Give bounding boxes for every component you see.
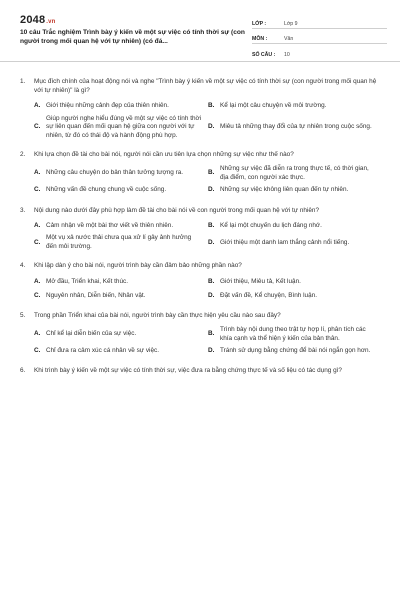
option-letter: A. [34,169,41,177]
answer-option[interactable] [208,184,382,198]
answer-option[interactable] [34,100,208,114]
option-letter: B. [208,102,215,110]
answer-option[interactable] [208,114,382,142]
answer-option[interactable] [208,344,382,358]
answer-option[interactable] [34,184,208,198]
meta-class-label: LỚP : [252,20,267,27]
option-letter: C. [34,291,41,299]
option-text: Giới thiệu một danh lam thắng cảnh nổi tiếng. [220,238,350,246]
option-text: Nguyên nhân, Diễn biến, Nhân vật. [46,291,146,299]
question-4 [20,262,382,303]
option-letter: A. [34,330,41,338]
option-letter: D. [208,123,215,131]
option-text: Cảm nhận về một bài thơ viết về thiên nhiên. [46,222,174,230]
answer-options [20,325,382,359]
option-text: Miêu tả những thay đổi của tự nhiên trong cuộc sống. [220,123,372,131]
option-text: Một vụ xả nước thải chưa qua xử lí gây ảnh hưởng đến môi trường. [46,234,192,251]
answer-option[interactable] [34,344,208,358]
option-letter: B. [208,222,215,230]
logo-text: 2048 [20,14,46,26]
question-2 [20,151,382,197]
answer-option[interactable] [34,164,208,184]
meta-subject-label: MÔN : [252,35,268,42]
option-text: Trình bày nội dung theo trật tự hợp lí, phân tích các khía cạnh và thể hiện ý kiến của bản thân. [220,325,366,342]
option-text: Tránh sử dụng bằng chứng để bài nói ngắn gọn hơn. [220,347,371,354]
question-6 [20,367,382,376]
question-number: 4. [20,262,26,270]
option-text: Những sự việc đã diễn ra trong thực tế, có thời gian, địa điểm, con người xác thực. [220,164,369,181]
option-letter: C. [34,186,41,194]
answer-option[interactable] [208,275,382,289]
answer-option[interactable] [208,233,382,253]
question-stem [20,367,382,376]
option-letter: C. [34,123,41,131]
question-list [20,78,382,385]
option-text: Chỉ kể lại diễn biến của sự việc. [46,330,137,338]
option-text: Giới thiệu những cảnh đẹp của thiên nhiên. [46,102,169,110]
option-text: Đặt vấn đề, Kể chuyện, Bình luận. [220,291,317,299]
option-letter: C. [34,347,41,354]
question-text: Mục đích chính của hoạt động nói và nghe "Trình bày ý kiến về một sự việc có tính thời sự (con người trong mối quan hệ với tự nhiên)" là gì? [34,78,377,94]
answer-option[interactable] [208,219,382,233]
logo-suffix: .vn [46,19,56,25]
question-5 [20,312,382,358]
option-text: Mở đầu, Triển khai, Kết thúc. [46,277,128,285]
question-text: Khi lựa chọn đề tài cho bài nói, người nói cần ưu tiên lựa chọn những sự việc như thế nào? [34,151,294,159]
answer-options [20,100,382,142]
meta-class-value: Lớp 9 [284,20,298,27]
answer-option[interactable] [34,233,208,253]
question-text: Khi trình bày ý kiến về một sự việc có tính thời sự, việc đưa ra bằng chứng thực tế và số liệu có tác dụng gì? [34,367,342,375]
option-text: Giúp người nghe hiểu đúng về một sự việc có tính thời sự liên quan đến mối quan hệ giữa con người với tự nhiên, từ đó có thái độ và hành động phù hợp. [46,114,202,140]
question-number: 3. [20,206,26,214]
answer-option[interactable] [34,289,208,303]
answer-option[interactable] [34,325,208,345]
meta-count-row [252,44,387,59]
option-letter: A. [34,102,41,110]
question-text: Nội dung nào dưới đây phù hợp làm đề tài cho bài nói về con người trong mối quan hệ với tự nhiên? [34,206,320,214]
meta-count-label: SỐ CÂU : [252,51,276,58]
site-logo[interactable] [20,13,56,28]
meta-class-row [252,14,387,29]
question-number: 2. [20,151,26,159]
option-text: Những vấn đề chung chung về cuộc sống. [46,186,167,194]
answer-option[interactable] [208,289,382,303]
option-text: Giới thiệu, Miêu tả, Kết luận. [220,277,301,285]
option-letter: D. [208,291,215,299]
document-meta [252,14,387,59]
question-stem [20,262,382,271]
answer-option[interactable] [208,325,382,345]
option-letter: D. [208,347,215,354]
answer-options [20,164,382,198]
option-text: Kể lại một chuyến du lịch đáng nhớ. [220,222,322,230]
answer-option[interactable] [34,219,208,233]
question-number: 1. [20,78,26,85]
meta-subject-value: Văn [284,35,294,42]
option-letter: B. [208,169,215,177]
option-text: Chỉ đưa ra cảm xúc cá nhân về sự việc. [46,347,159,354]
option-letter: D. [208,238,215,246]
question-1 [20,78,382,142]
answer-options [20,275,382,303]
question-number: 6. [20,367,26,375]
meta-count-value: 10 [284,51,290,58]
answer-option[interactable] [34,114,208,142]
option-text: Kể lại một câu chuyện về môi trường. [220,102,327,110]
question-number: 5. [20,311,26,319]
option-letter: A. [34,277,41,285]
question-stem [20,78,382,96]
option-letter: C. [34,238,41,246]
question-stem [20,207,382,216]
question-stem [20,151,382,160]
document-title: 10 câu Trắc nghiệm Trình bày ý kiến về một sự việc có tính thời sự (con người trong mối quan hệ với tự nhiên) (có đá... [20,29,245,45]
option-letter: A. [34,222,41,230]
option-text: Những sự việc không liên quan đến tự nhiên. [220,186,349,194]
answer-options [20,219,382,253]
question-stem [20,312,382,321]
option-letter: B. [208,330,215,338]
option-letter: B. [208,277,215,285]
meta-subject-row [252,29,387,44]
answer-option[interactable] [208,164,382,184]
question-text: Khi lập dàn ý cho bài nói, người trình bày cần đảm bảo những phần nào? [34,262,242,270]
answer-option[interactable] [208,100,382,114]
question-text: Trong phần Triển khai của bài nói, người trình bày cần thực hiện yêu cầu nào sau đây? [34,311,281,319]
option-text: Những câu chuyện do bản thân tưởng tượng ra. [46,169,184,177]
answer-option[interactable] [34,275,208,289]
option-letter: D. [208,186,215,194]
question-3 [20,207,382,253]
document-header [0,0,400,62]
